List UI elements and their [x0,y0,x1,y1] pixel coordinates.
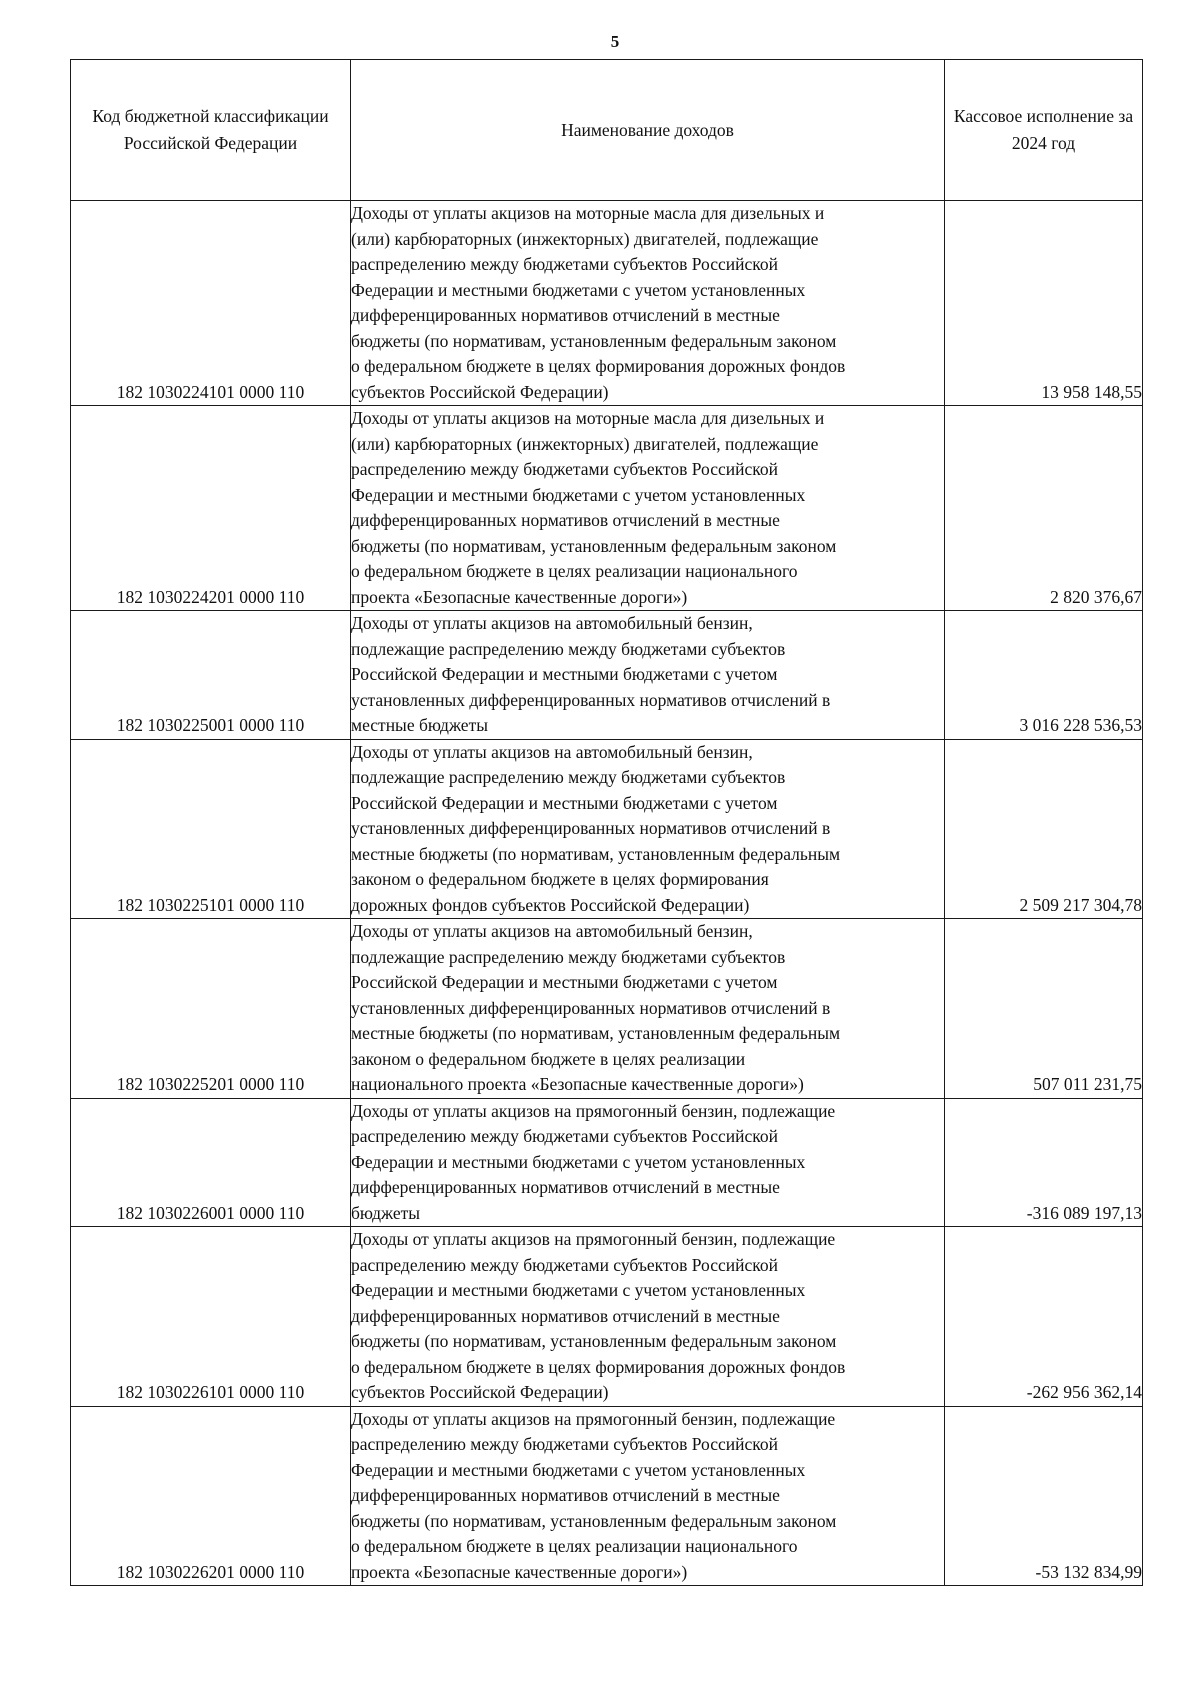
budget-code: 182 1030226201 0000 110 [71,1406,351,1586]
revenue-name: Доходы от уплаты акцизов на прямогонный бензин, подлежащие распределению между бюджетами субъектов Российской Федерации и местными бюджетами с учетом установленных дифференцированных нормативов отчислений в местные бюджеты (по нормативам, установленным федеральным законом о федеральном бюджете в целях реализации национального проекта «Безопасные качественные дороги») [351,1406,945,1586]
page-number: 5 [610,32,620,51]
table-row [71,406,1143,611]
execution-amount: -53 132 834,99 [945,1406,1143,1586]
execution-amount: 507 011 231,75 [945,919,1143,1099]
revenue-name: Доходы от уплаты акцизов на моторные масла для дизельных и (или) карбюраторных (инжекторных) двигателей, подлежащие распределению между бюджетами субъектов Российской Федерации и местными бюджетами с учетом установленных дифференцированных нормативов отчислений в местные бюджеты (по нормативам, установленным федеральным законом о федеральном бюджете в целях реализации национального проекта «Безопасные качественные дороги») [351,406,945,611]
budget-code: 182 1030226001 0000 110 [71,1098,351,1227]
budget-code: 182 1030225001 0000 110 [71,611,351,740]
header-amount: Кассовое исполнение за 2024 год [945,60,1143,201]
revenue-table [70,59,1143,1586]
execution-amount: 13 958 148,55 [945,201,1143,406]
budget-code: 182 1030224101 0000 110 [71,201,351,406]
header-name: Наименование доходов [351,60,945,201]
revenue-name: Доходы от уплаты акцизов на автомобильный бензин, подлежащие распределению между бюджетами субъектов Российской Федерации и местными бюджетами с учетом установленных дифференцированных нормативов отчислений в местные бюджеты [351,611,945,740]
header-code: Код бюджетной классификации Российской Федерации [71,60,351,201]
table-header [71,60,1143,201]
table-row [71,1227,1143,1407]
table-row [71,201,1143,406]
execution-amount: 2 820 376,67 [945,406,1143,611]
table-row [71,739,1143,919]
budget-code: 182 1030225201 0000 110 [71,919,351,1099]
revenue-name: Доходы от уплаты акцизов на прямогонный бензин, подлежащие распределению между бюджетами субъектов Российской Федерации и местными бюджетами с учетом установленных дифференцированных нормативов отчислений в местные бюджеты (по нормативам, установленным федеральным законом о федеральном бюджете в целях формирования дорожных фондов субъектов Российской Федерации) [351,1227,945,1407]
table-body [71,201,1143,1586]
execution-amount: 3 016 228 536,53 [945,611,1143,740]
budget-code: 182 1030226101 0000 110 [71,1227,351,1407]
budget-code: 182 1030225101 0000 110 [71,739,351,919]
execution-amount: 2 509 217 304,78 [945,739,1143,919]
revenue-name: Доходы от уплаты акцизов на прямогонный бензин, подлежащие распределению между бюджетами субъектов Российской Федерации и местными бюджетами с учетом установленных дифференцированных нормативов отчислений в местные бюджеты [351,1098,945,1227]
execution-amount: -262 956 362,14 [945,1227,1143,1407]
table-row [71,611,1143,740]
execution-amount: -316 089 197,13 [945,1098,1143,1227]
header-row [71,60,1143,201]
budget-code: 182 1030224201 0000 110 [71,406,351,611]
revenue-name: Доходы от уплаты акцизов на автомобильный бензин, подлежащие распределению между бюджетами субъектов Российской Федерации и местными бюджетами с учетом установленных дифференцированных нормативов отчислений в местные бюджеты (по нормативам, установленным федеральным законом о федеральном бюджете в целях реализации национального проекта «Безопасные качественные дороги») [351,919,945,1099]
table-row [71,919,1143,1099]
revenue-name: Доходы от уплаты акцизов на моторные масла для дизельных и (или) карбюраторных (инжекторных) двигателей, подлежащие распределению между бюджетами субъектов Российской Федерации и местными бюджетами с учетом установленных дифференцированных нормативов отчислений в местные бюджеты (по нормативам, установленным федеральным законом о федеральном бюджете в целях формирования дорожных фондов субъектов Российской Федерации) [351,201,945,406]
table-row [71,1406,1143,1586]
revenue-name: Доходы от уплаты акцизов на автомобильный бензин, подлежащие распределению между бюджетами субъектов Российской Федерации и местными бюджетами с учетом установленных дифференцированных нормативов отчислений в местные бюджеты (по нормативам, установленным федеральным законом о федеральном бюджете в целях формирования дорожных фондов субъектов Российской Федерации) [351,739,945,919]
table-row [71,1098,1143,1227]
